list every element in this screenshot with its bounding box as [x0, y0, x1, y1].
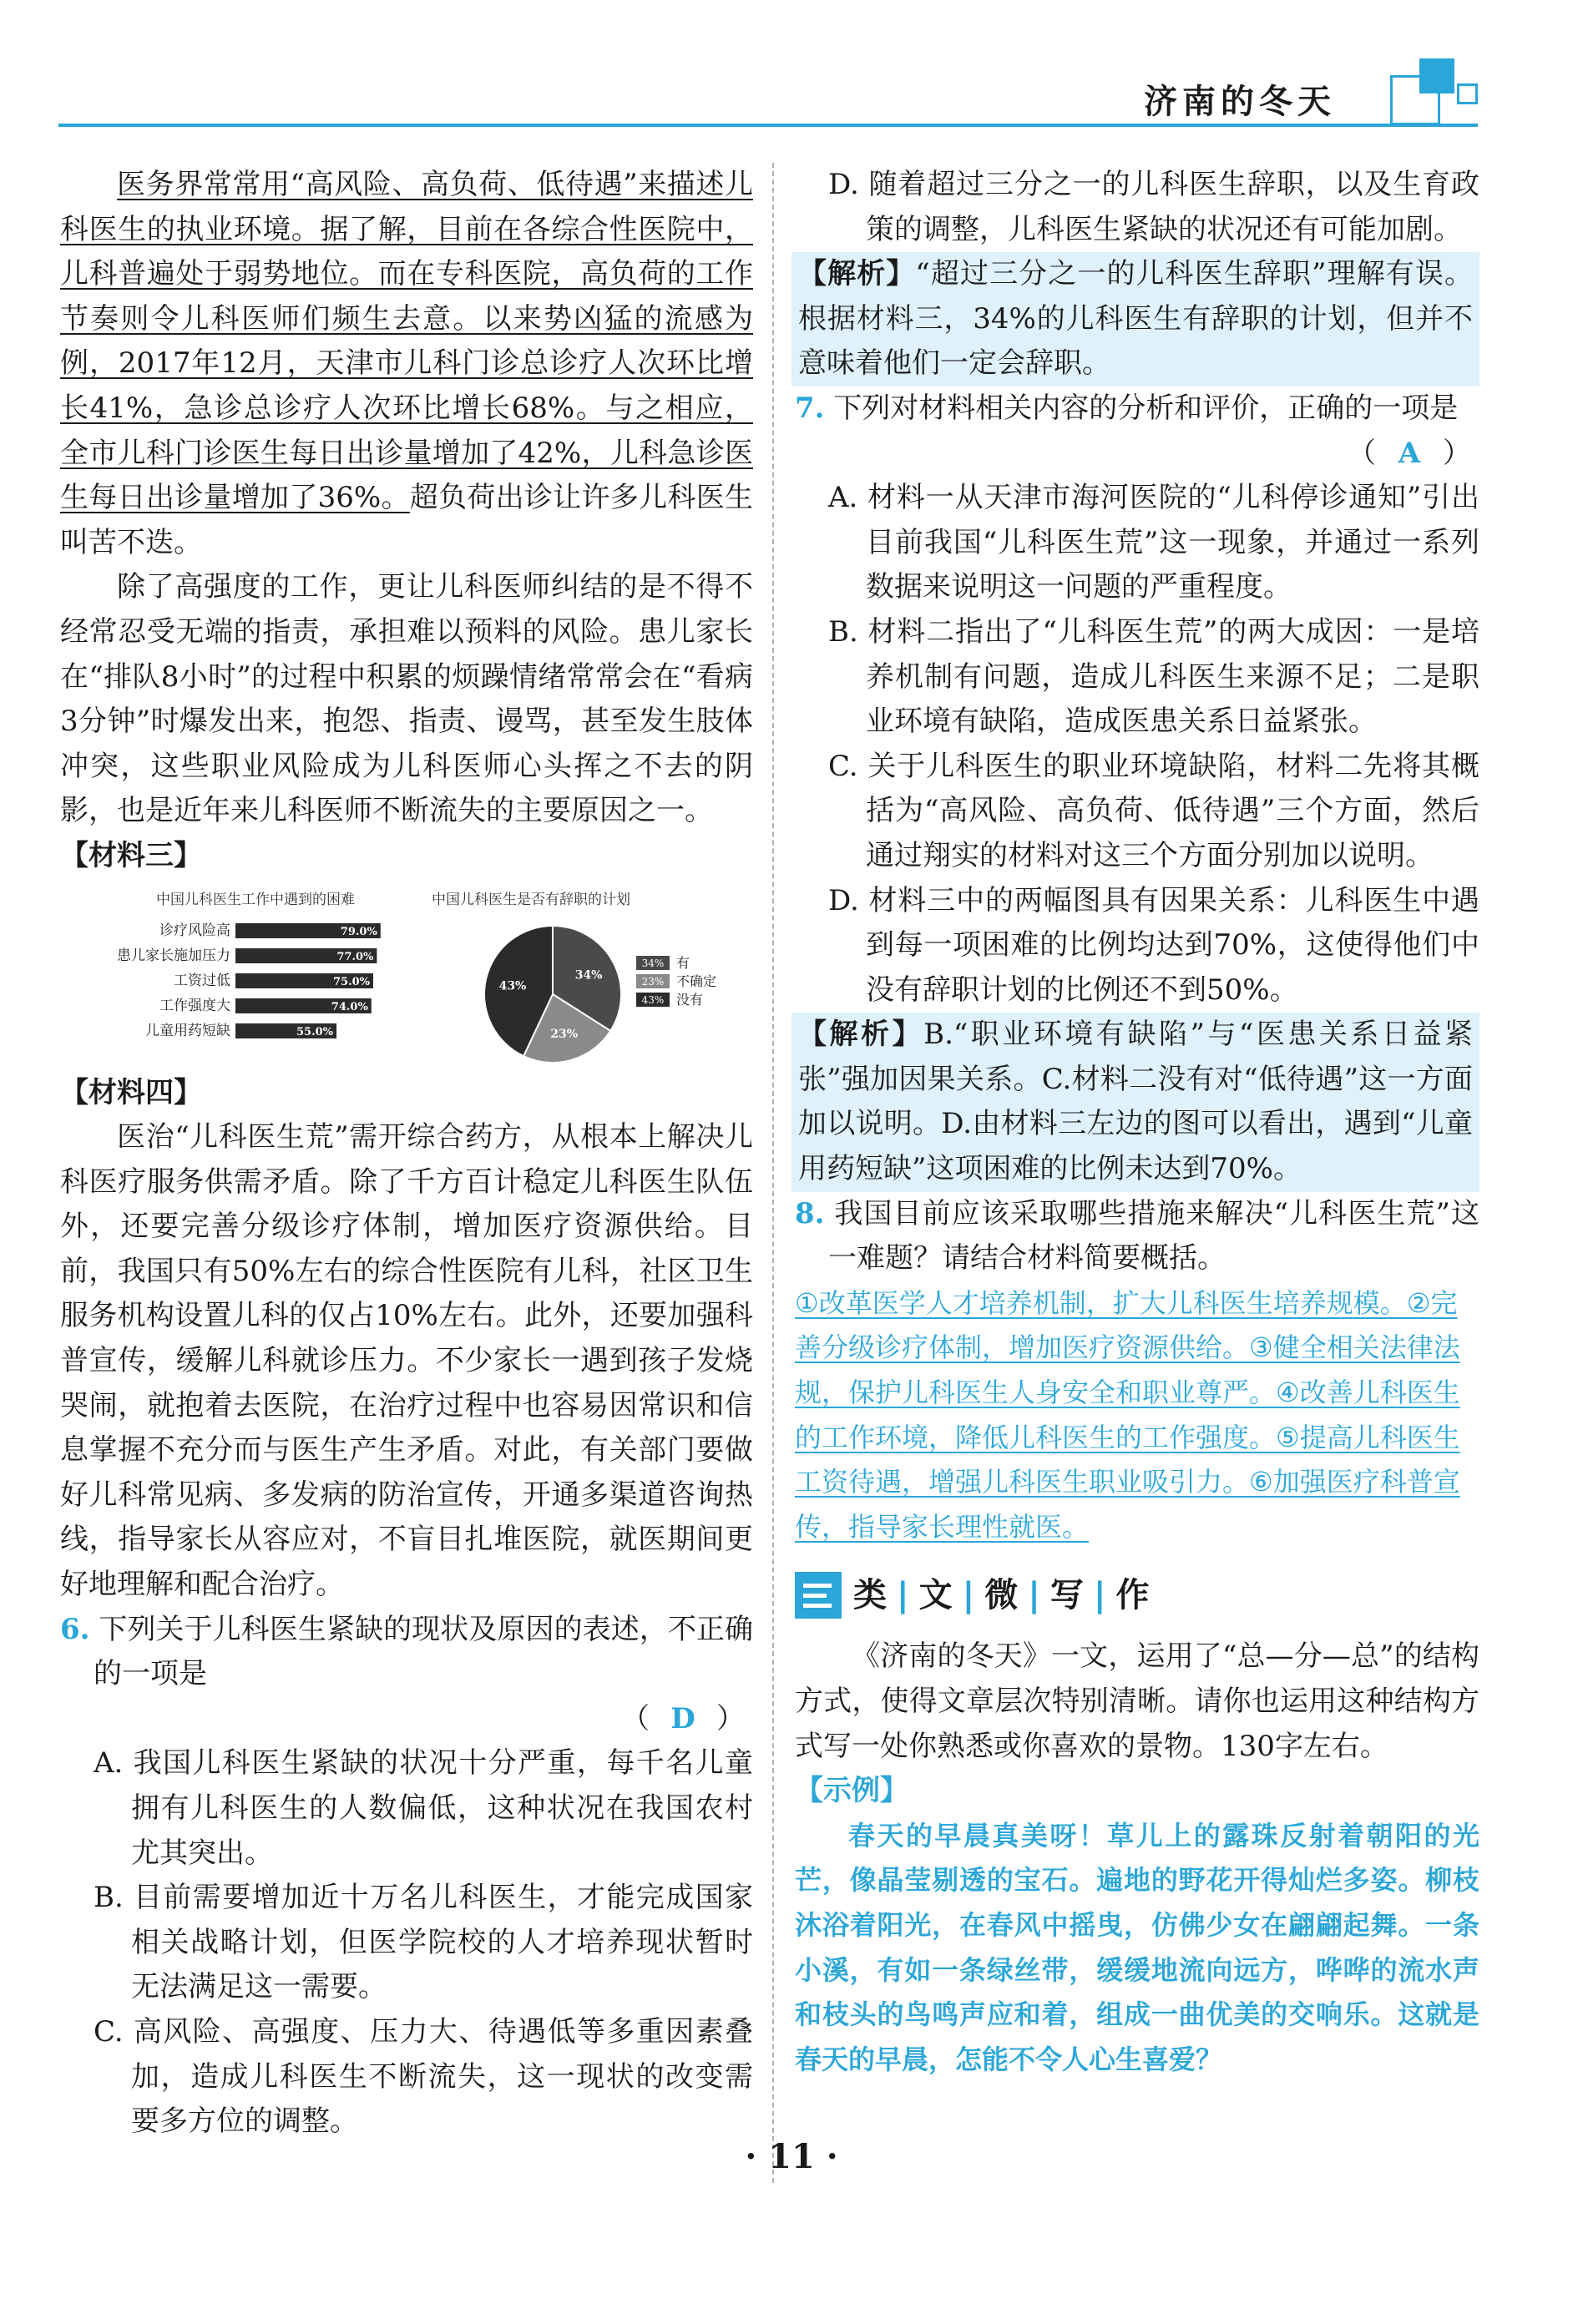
right-column — [795, 163, 1479, 2082]
option-d: D. 随着超过三分之一的儿科医生辞职，以及生育政策的调整，儿科医生紧缺的状况还有可能加剧。 — [828, 168, 1479, 246]
option-a: A. 我国儿科医生紧缺的状况十分严重，每千名儿童拥有儿科医生的人数偏低，这种状况在我国农村尤其突出。 — [94, 1746, 753, 1870]
header-decoration-filled — [1419, 58, 1454, 93]
charts-svg — [60, 884, 753, 1068]
material4-title: 【材料四】 — [60, 1075, 202, 1109]
answer-letter: A — [1398, 436, 1421, 470]
section-char: 作 — [1115, 1575, 1151, 1614]
legend-label: 不确定 — [676, 973, 717, 989]
explanation-text: “超过三分之一的儿科医生辞职”理解有误。根据材料三，34%的儿科医生有辞职的计划，但并不意味着他们一定会辞职。 — [798, 257, 1473, 381]
writing-prompt: 《济南的冬天》一文，运用了“总—分—总”的结构方式，使得文章层次特别清晰。请你也运用这种结构方式写一处你熟悉或你喜欢的景物。130字左右。 — [795, 1639, 1479, 1763]
section-title — [853, 1574, 1151, 1619]
header-decoration-small — [1457, 83, 1478, 104]
bar-category-label: 儿童用药短缺 — [145, 1022, 230, 1039]
question-6-explanation — [792, 252, 1479, 386]
material3-charts — [60, 884, 753, 1068]
legend-value: 43% — [641, 993, 665, 1006]
column-divider — [772, 163, 774, 2183]
bar-value-label: 75.0% — [332, 975, 370, 988]
material2-paragraph-1 — [60, 163, 753, 565]
section-sep: | — [897, 1575, 911, 1614]
question-number: 8. — [795, 1196, 825, 1230]
explanation-tag: 【解析】 — [798, 257, 916, 291]
bar-value-label: 74.0% — [331, 1000, 368, 1013]
page-header-title: 济南的冬天 — [1144, 82, 1336, 121]
section-sep: | — [962, 1575, 977, 1614]
pie-value-label: 34% — [574, 967, 603, 982]
option-c: C. 关于儿科医生的职业环境缺陷，材料二先将其概括为“高风险、高负荷、低待遇”三个方面，然后通过翔实的材料对这三个方面分别加以说明。 — [828, 749, 1479, 872]
bar-category-label: 工资过低 — [174, 972, 230, 989]
section-char: 微 — [984, 1575, 1020, 1614]
bar-category-label: 诊疗风险高 — [159, 922, 230, 939]
header-rule — [58, 124, 1478, 127]
legend-label: 没有 — [676, 991, 704, 1008]
underlined-text: 医务界常常用“高风险、高负荷、低待遇”来描述儿科医生的执业环境。据了解，目前在各综合性医院中，儿科普遍处于弱势地位。而在专科医院，高负荷的工作节奏则令儿科医师们频生去意。以来势凶猛的流感为例，2017年12月，天津市儿科门诊总诊疗人次环比增长41%，急诊总诊疗人次环比增长68%。与之相应，全市儿科门诊医生每日出诊量增加了42%，儿科急诊医生每日出诊量增加了36%。 — [60, 168, 753, 515]
document-icon — [795, 1572, 842, 1619]
paren-open: （ — [621, 1701, 650, 1735]
question-number: 6. — [60, 1612, 90, 1646]
question-stem: 下列对材料相关内容的分析和评价，正确的一项是 — [833, 391, 1459, 425]
material4-paragraph: 医治“儿科医生荒”需开综合药方，从根本上解决儿科医疗服务供需矛盾。除了千方百计稳定儿科医生队伍外，还要完善分级诊疗体制，增加医疗资源供给。目前，我国只有50%左右的综合性医院有儿科，社区卫生服务机构设置儿科的仅占10%左右。此外，还要加强科普宣传，缓解儿科就诊压力。不少家长一遇到孩子发烧哭闹，就抱着去医院，在治疗过程中也容易因常识和信息掌握不充分而与医生产生矛盾。对此，有关部门要做好儿科常见病、多发病的防治宣传，开通多渠道咨询热线，指导家长从容应对，不盲目扎堆医院，就医期间更好地理解和配合治疗。 — [60, 1120, 753, 1602]
question-6 — [60, 1608, 753, 1697]
bar-value-label: 79.0% — [340, 925, 377, 938]
pie-chart-title: 中国儿科医生是否有辞职的计划 — [432, 891, 630, 908]
left-column — [60, 163, 753, 2145]
pie-value-label: 23% — [550, 1027, 579, 1041]
section-sep: | — [1028, 1575, 1042, 1614]
option-d: D. 材料三中的两幅图具有因果关系：儿科医生中遇到每一项困难的比例均达到70%，这使得他们中没有辞职计划的比例还不到50%。 — [828, 883, 1479, 1007]
pie-value-label: 43% — [498, 978, 527, 993]
paren-close: ） — [1443, 436, 1471, 470]
paragraph-text: 超负荷出诊让许多儿科医生叫苦不迭。 — [60, 481, 753, 559]
explanation-tag: 【解析】 — [798, 1018, 924, 1052]
question-6-answer — [60, 1697, 753, 1742]
question-number: 7. — [795, 391, 825, 425]
option-b: B. 材料二指出了“儿科医生荒”的两大成因：一是培养机制有问题，造成儿科医生来源不足；二是职业环境有缺陷，造成医患关系日益紧张。 — [828, 614, 1479, 739]
section-char: 文 — [918, 1575, 954, 1614]
answer-letter: D — [670, 1701, 695, 1735]
section-char: 写 — [1049, 1575, 1085, 1614]
question-7 — [795, 386, 1479, 432]
bar-value-label: 77.0% — [336, 950, 374, 963]
section-char: 类 — [853, 1575, 888, 1614]
question-8-answer: ①改革医学人才培养机制，扩大儿科医生培养规模。②完善分级诊疗体制，增加医疗资源供给。③健全相关法律法规，保护儿科医生人身安全和职业尊严。④改善儿科医生的工作环境，降低儿科医生的工作强度。⑤提高儿科医生工资待遇，增强儿科医生职业吸引力。⑥加强医疗科普宣传，指导家长理性就医。 — [795, 1286, 1460, 1543]
legend-value: 23% — [641, 975, 665, 988]
question-stem: 我国目前应该采取哪些措施来解决“儿科医生荒”这一难题？请结合材料简要概括。 — [828, 1196, 1480, 1276]
section-sep: | — [1093, 1575, 1108, 1614]
legend-label: 有 — [676, 954, 690, 971]
bar-chart-title: 中国儿科医生工作中遇到的困难 — [156, 891, 355, 908]
question-8 — [795, 1192, 1479, 1281]
paren-close: ） — [716, 1701, 745, 1735]
material3-title: 【材料三】 — [60, 838, 202, 872]
option-a: A. 材料一从天津市海河医院的“儿科停诊通知”引出目前我国“儿科医生荒”这一现象，并通过一系列数据来说明这一问题的严重程度。 — [828, 481, 1479, 604]
question-stem: 下列关于儿科医生紧缺的现状及原因的表述，不正确的一项是 — [94, 1612, 754, 1691]
bar-category-label: 患儿家长施加压力 — [117, 947, 230, 964]
question-7-answer — [795, 432, 1479, 477]
legend-value: 34% — [641, 957, 665, 969]
material2-paragraph-2: 除了高强度的工作，更让儿科医师纠结的是不得不经常忍受无端的指责，承担难以预料的风险。患儿家长在“排队8小时”的过程中积累的烦躁情绪常常会在“看病3分钟”时爆发出来，抱怨、指责、谩骂，甚至发生肢体冲突，这些职业风险成为儿科医师心头挥之不去的阴影，也是近年来儿科医师不断流失的主要原因之一。 — [60, 570, 753, 828]
bar-category-label: 工作强度大 — [159, 997, 230, 1014]
option-b: B. 目前需要增加近十万名儿科医生，才能完成国家相关战略计划，但医学院校的人才培养现状暂时无法满足这一需要。 — [94, 1881, 753, 2004]
section-heading — [795, 1566, 1479, 1624]
bar-value-label: 55.0% — [296, 1025, 333, 1038]
example-text: 春天的早晨真美呀！草儿上的露珠反射着朝阳的光芒，像晶莹剔透的宝石。遍地的野花开得灿烂多姿。柳枝沐浴着阳光，在春风中摇曳，仿佛少女在翩翩起舞。一条小溪，有如一条绿丝带，缓缓地流向远方，哗哗的流水声和枝头的鸟鸣声应和着，组成一曲优美的交响乐。这就是春天的早晨，怎能不令人心生喜爱？ — [795, 1819, 1479, 2075]
option-c: C. 高风险、高强度、压力大、待遇低等多重因素叠加，造成儿科医生不断流失，这一现状的改变需要多方位的调整。 — [94, 2014, 753, 2139]
paren-open: （ — [1348, 436, 1376, 470]
page-number: · 11 · — [745, 2137, 838, 2176]
example-tag: 【示例】 — [795, 1774, 908, 1808]
explanation-text: B.“职业环境有缺陷”与“医患关系日益紧张”强加因果关系。C.材料二没有对“低待遇”这一方面加以说明。D.由材料三左边的图可以看出，遇到“儿童用药短缺”这项困难的比例未达到70%。 — [798, 1018, 1474, 1186]
question-7-explanation — [792, 1013, 1479, 1191]
